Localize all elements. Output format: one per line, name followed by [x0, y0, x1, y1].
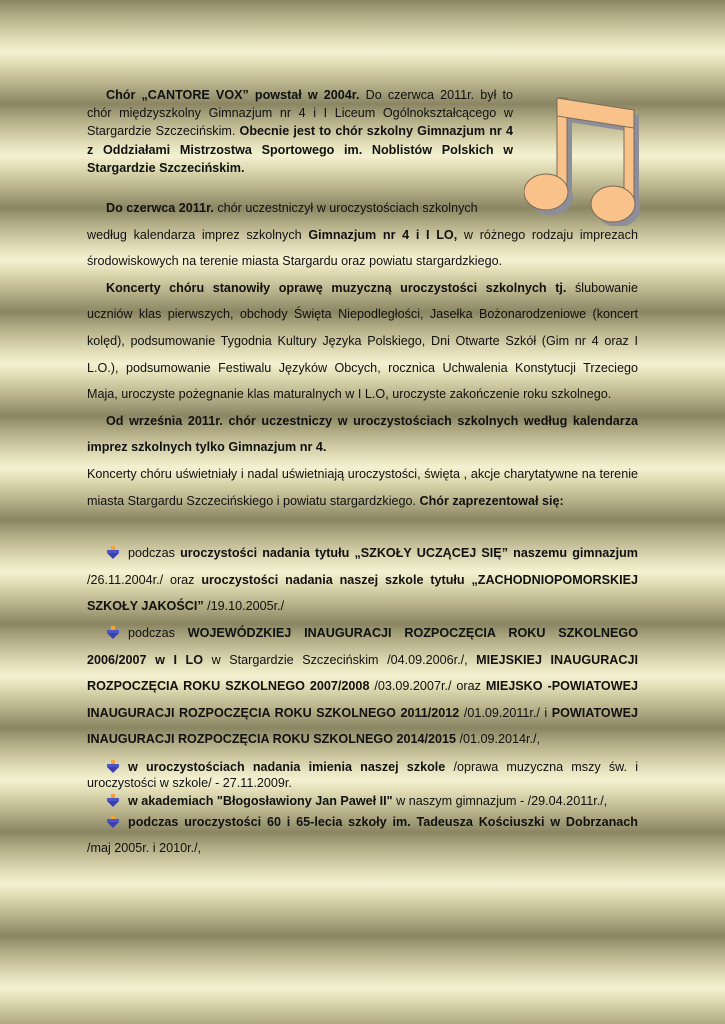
- calendar-text: według kalendarza imprez szkolnych: [87, 227, 309, 242]
- concerts-list: ślubowanie uczniów klas pierwszych, obchody Święta Niepodległości, Jasełka Bożonarodzeniowe (koncert kolęd), podsumowanie Tygodnia Kultury Języka Polskiego, Dni Otwarte Szkół (Gim nr 4 oraz I L.O.), podsumowanie Festiwalu Języków Obcych, rocznica Uchwalenia Konstytucji Trzeciego Maja, uroczyste pożegnanie klas maturalnych w I L.O, uroczyste zakończenie roku szkolnego.: [87, 280, 638, 402]
- b1-event1: uroczystości nadania tytułu „SZKOŁY UCZĄCEJ SIĘ” naszemu gimnazjum: [180, 546, 638, 561]
- schools-label: Gimnazjum nr 4 i I LO,: [308, 227, 458, 242]
- b1-date1: /26.11.2004r./ oraz: [87, 572, 202, 587]
- until-2011-rest: [87, 222, 638, 275]
- b3-details: /oprawa muzyczna mszy św. i uroczystości w szkole/ - 27.11.2009r.: [87, 759, 638, 790]
- b1-prefix: podczas: [128, 546, 181, 561]
- intro-founding: Chór „CANTORE VOX” powstał w 2004r.: [106, 88, 360, 102]
- b1-event2: uroczystości nadania naszej szkole tytułu „ZACHODNIOPOMORSKIEJ SZKOŁY JAKOŚCI”: [87, 572, 638, 614]
- b2-event1: WOJEWÓDZKIEJ INAUGURACJI ROZPOCZĘCIA ROKU SZKOLNEGO 2006/2007 w I LO: [87, 625, 638, 667]
- b2-prefix: podczas: [128, 625, 188, 640]
- intro-history: Do czerwca 2011r. był to chór międzyszkolny Gimnazjum nr 4 i I Liceum Ogólnokształcącego w Stargardzie Szczecińskim.: [87, 88, 513, 139]
- until-2011-line1: [87, 195, 513, 222]
- bullet-arrow-icon: [106, 546, 120, 559]
- b2-event4: POWIATOWEJ INAUGURACJI ROZPOCZĘCIA ROKU SZKOLNEGO 2014/2015: [87, 705, 639, 747]
- paragraph-intro: [87, 86, 513, 177]
- bullet-item-jp2: [87, 793, 638, 809]
- b2-date1: w Stargardzie Szczecińskim /04.09.2006r./,: [203, 652, 477, 667]
- bullet-item-inaugurations: [87, 620, 638, 753]
- b2-date3: /01.09.2011r./ i: [459, 705, 552, 720]
- b2-date4: /01.09.2014r./,: [456, 732, 541, 747]
- paragraph-since-2011: Od września 2011r. chór uczestniczy w uroczystościach szkolnych według kalendarza imprez szkolnych tylko Gimnazjum nr 4.: [87, 413, 638, 455]
- bullet-arrow-icon: [106, 815, 120, 828]
- until-2011-text-2: chór uczestniczył w uroczystościach szkolnych: [213, 201, 478, 216]
- events-text: w różnego rodzaju imprezach środowiskowych na terenie miasta Stargardu oraz powiatu stargardzkiego.: [87, 227, 638, 269]
- bullet-item-anniversary: [87, 809, 638, 862]
- document-body: [87, 80, 638, 862]
- b5-event: podczas uroczystości 60 i 65-lecia szkoły im. Tadeusza Kościuszki w Dobrzanach: [128, 814, 638, 829]
- presented-label: Chór zaprezentował się:: [419, 493, 564, 508]
- b2-event2: MIEJSKIEJ INAUGURACJI ROZPOCZĘCIA ROKU SZKOLNEGO 2007/2008: [87, 652, 638, 694]
- b2-date2: /03.09.2007r./ oraz: [369, 679, 486, 694]
- paragraph-concert-occasions: [87, 275, 638, 408]
- b4-details: w naszym gimnazjum - /29.04.2011r./,: [392, 793, 608, 808]
- b1-date2: /19.10.2005r./: [203, 599, 285, 614]
- b3-event: w uroczystościach nadania imienia naszej szkole: [128, 759, 446, 774]
- bullet-arrow-icon: [106, 794, 120, 807]
- charity-text: Koncerty chóru uświetniały i nadal uświetniają uroczystości, święta , akcje charytatywne na terenie miasta Stargardu Szczecińskiego i powiatu stargardzkiego.: [87, 466, 638, 508]
- intro-current: Obecnie jest to chór szkolny Gimnazjum nr 4 z Oddziałami Mistrzostwa Sportowego im. Noblistów Polskich w Stargardzie Szczecińskim.: [87, 124, 513, 175]
- bullet-item-school-title: [87, 540, 638, 620]
- bullet-item-naming: [87, 759, 638, 791]
- concerts-label: Koncerty chóru stanowiły oprawę muzyczną uroczystości szkolnych tj.: [106, 280, 567, 295]
- paragraph-until-2011-full: [87, 195, 638, 275]
- until-2011-label-2: Do czerwca 2011r.: [106, 201, 214, 216]
- paragraph-charity: [87, 461, 638, 514]
- b2-event3: MIEJSKO -POWIATOWEJ INAUGURACJI ROZPOCZĘCIA ROKU SZKOLNEGO 2011/2012: [87, 679, 639, 720]
- b5-details: /maj 2005r. i 2010r./,: [87, 841, 202, 856]
- bullet-arrow-icon: [106, 760, 120, 773]
- bullet-arrow-icon: [106, 626, 120, 639]
- b4-event: w akademiach "Błogosławiony Jan Paweł II": [128, 793, 393, 808]
